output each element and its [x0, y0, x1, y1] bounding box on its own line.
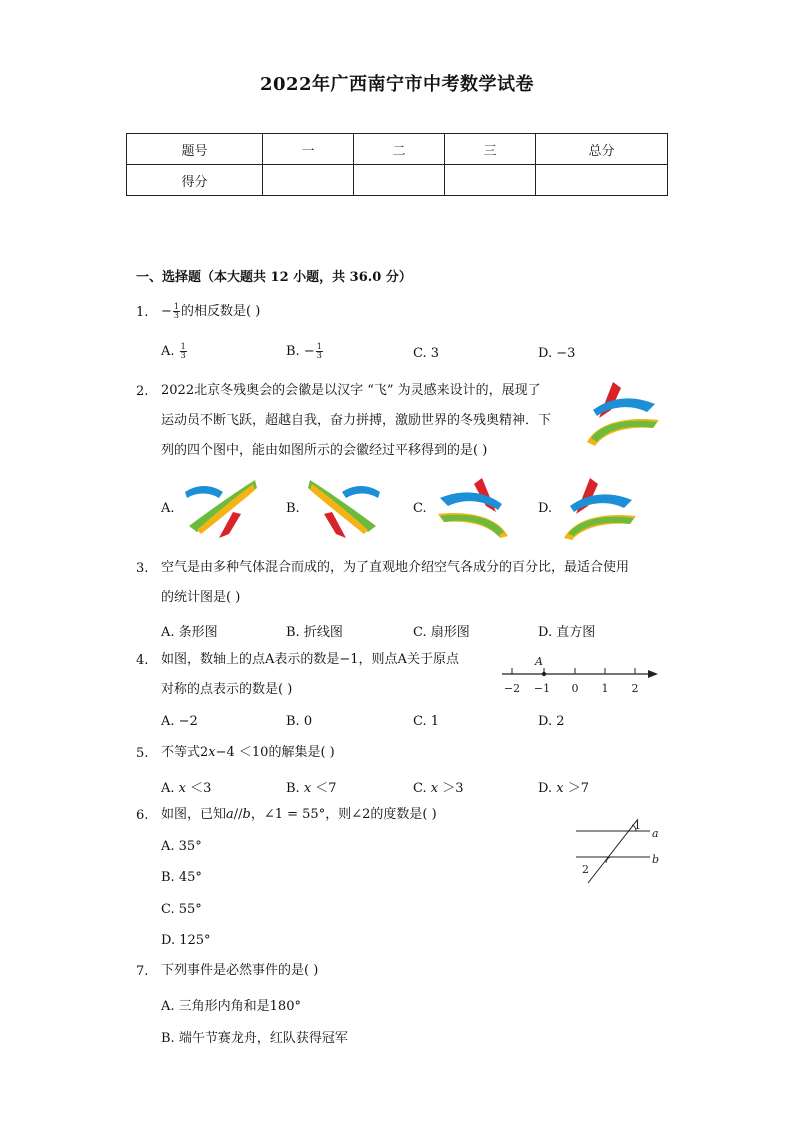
- axis-tick-label: −1: [533, 682, 551, 695]
- section-heading: 一、选择题（本大题共 12 小题，共 36.0 分）: [136, 270, 412, 285]
- line-b-label: b: [652, 853, 660, 866]
- option-d[interactable]: D. 直方图: [538, 625, 596, 640]
- option-a[interactable]: A. $\frac{1}{3}$: [161, 342, 186, 360]
- axis-tick-label: 0: [571, 682, 579, 695]
- header-cell: 总分: [536, 134, 668, 165]
- question-3-stem: 空气是由多种气体混合而成的，为了直观地介绍空气各成分的百分比，最适合使用 的统计图是( ): [161, 560, 630, 605]
- axis-tick-label: 1: [601, 682, 609, 695]
- score-cell[interactable]: [445, 165, 536, 196]
- axis-tick-label: 2: [631, 682, 639, 695]
- point-a-dot: [542, 672, 546, 676]
- option-b[interactable]: B. 折线图: [286, 625, 343, 640]
- score-cell[interactable]: [263, 165, 354, 196]
- option-c[interactable]: C. 𝑥 ＞3: [413, 781, 464, 796]
- option-b[interactable]: B. 端午节赛龙舟，红队获得冠军: [161, 1031, 348, 1046]
- number-line-figure: [498, 652, 664, 698]
- option-c[interactable]: C. 扇形图: [413, 625, 470, 640]
- option-c[interactable]: C. 3: [413, 346, 440, 361]
- option-a[interactable]: A.: [161, 501, 175, 516]
- question-number: 1.: [136, 305, 149, 320]
- option-c[interactable]: C. 55°: [161, 902, 202, 917]
- angle-2-label: 2: [582, 863, 589, 876]
- option-a[interactable]: A. 三角形内角和是180°: [161, 999, 301, 1014]
- line-a-label: a: [652, 827, 659, 840]
- parallel-lines-figure: [570, 815, 666, 887]
- axis-tick-label: −2: [503, 682, 521, 695]
- question-7-stem: 下列事件是必然事件的是( ): [161, 963, 319, 978]
- emblem-option-b-image[interactable]: [306, 478, 382, 540]
- score-table-header-row: [127, 134, 668, 165]
- question-5-stem: 不等式2𝑥−4 ＜10的解集是( ): [161, 745, 335, 760]
- question-1-stem: − $\frac{1}{3}$ 的相反数是( ): [161, 302, 261, 320]
- question-2-stem: 2022北京冬残奥会的会徽是以汉字 “飞” 为灵感来设计的，展现了 运动员不断飞跃，超越自我，奋力拼搏，激励世界的冬残奥精神．下 列的四个图中，能由如图所示的会徽经过平移得到的是( ): [161, 383, 552, 458]
- option-a[interactable]: A. 条形图: [161, 625, 218, 640]
- question-number: 5.: [136, 746, 149, 761]
- emblem-option-c-image[interactable]: [436, 476, 512, 540]
- option-d[interactable]: D. 2: [538, 714, 565, 729]
- option-c[interactable]: C. 1: [413, 714, 440, 729]
- score-cell[interactable]: [354, 165, 445, 196]
- option-a[interactable]: A. −2: [161, 714, 198, 729]
- page-title: 2022年广西南宁市中考数学试卷: [259, 74, 535, 95]
- option-b[interactable]: B. 45°: [161, 870, 202, 885]
- option-b[interactable]: B. 0: [286, 714, 313, 729]
- header-cell: 一: [263, 134, 354, 165]
- emblem-option-a-image[interactable]: [183, 478, 259, 540]
- option-a[interactable]: A. 𝑥 ＜3: [161, 781, 212, 796]
- option-b[interactable]: B. 𝑥 ＜7: [286, 781, 337, 796]
- question-4-stem: 如图，数轴上的点A表示的数是−1，则点A关于原点 对称的点表示的数是( ): [161, 652, 459, 697]
- question-number: 3.: [136, 561, 149, 576]
- header-cell: 题号: [127, 134, 263, 165]
- question-number: 6.: [136, 808, 149, 823]
- fraction: $\frac{1}{3}$: [173, 302, 179, 320]
- option-b[interactable]: B.: [286, 501, 300, 516]
- question-number: 7.: [136, 964, 149, 979]
- question-number: 2.: [136, 384, 149, 399]
- option-a[interactable]: A. 35°: [161, 839, 202, 854]
- option-d[interactable]: D. 𝑥 ＞7: [538, 781, 589, 796]
- point-a-label: A: [535, 655, 543, 668]
- header-cell: 三: [445, 134, 536, 165]
- option-c[interactable]: C.: [413, 501, 427, 516]
- emblem-original-image: [583, 380, 663, 448]
- emblem-option-d-image[interactable]: [560, 476, 640, 542]
- question-6-stem: 如图，已知𝑎//𝑏，∠1 = 55°，则∠2的度数是( ): [161, 807, 437, 822]
- option-d[interactable]: D.: [538, 501, 553, 516]
- row-label-cell: 得分: [127, 165, 263, 196]
- score-table: [126, 133, 668, 196]
- option-d[interactable]: D. −3: [538, 346, 576, 361]
- option-b[interactable]: B. − $\frac{1}{3}$: [286, 342, 322, 360]
- score-table-score-row: [127, 165, 668, 196]
- header-cell: 二: [354, 134, 445, 165]
- score-cell[interactable]: [536, 165, 668, 196]
- angle-1-label: 1: [634, 819, 641, 832]
- option-d[interactable]: D. 125°: [161, 933, 211, 948]
- question-number: 4.: [136, 653, 149, 668]
